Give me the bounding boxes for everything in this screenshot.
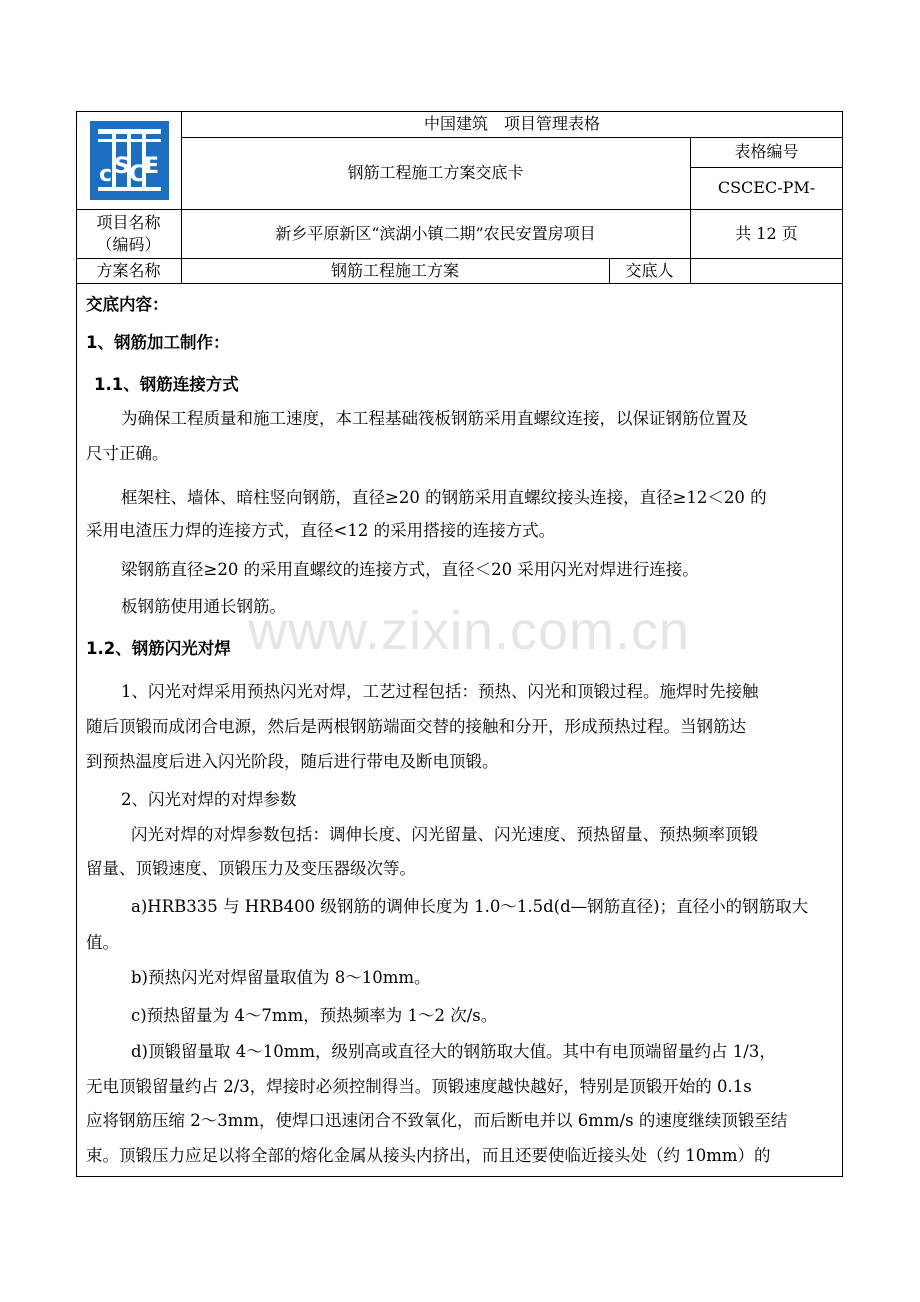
content-heading: 交底内容： <box>86 295 169 314</box>
form-title: 钢筋工程施工方案交底卡 <box>347 163 524 182</box>
paragraph-line: 梁钢筋直径≥20 的采用直螺纹的连接方式，直径＜20 采用闪光对焊进行连接。 <box>121 560 699 579</box>
svg-text:S: S <box>114 154 130 179</box>
briefer-value <box>690 258 843 283</box>
paragraph-line: 到预热温度后进入闪光阶段，随后进行带电及断电顶锻。 <box>86 752 499 771</box>
paragraph-line: a)HRB335 与 HRB400 级钢筋的调伸长度为 1.0～1.5d(d—钢筋直径)；直径小的钢筋取大 <box>131 897 809 916</box>
paragraph-line: 随后顶锻而成闭合电源，然后是两根钢筋端面交替的接触和分开，形成预热过程。当钢筋达 <box>86 717 746 736</box>
project-name: 新乡平原新区“滨湖小镇二期”农民安置房项目 <box>275 223 596 243</box>
svg-text:E: E <box>144 154 160 179</box>
project-label-line2: （编码） <box>96 234 161 254</box>
paragraph-line: 为确保工程质量和施工速度，本工程基础筏板钢筋采用直螺纹连接，以保证钢筋位置及 <box>121 409 748 428</box>
paragraph-line: 尺寸正确。 <box>86 444 169 463</box>
plan-name-label: 方案名称 <box>96 260 161 280</box>
page-count: 共 12 页 <box>735 223 798 243</box>
paragraph-line: 束。顶锻压力应足以将全部的熔化金属从接头内挤出，而且还要使临近接头处（约 10mm）的 <box>86 1146 771 1165</box>
watermark: www.zixin.com.cn <box>248 601 691 661</box>
form-number-label: 表格编号 <box>734 142 799 161</box>
svg-text:C: C <box>129 162 146 187</box>
paragraph-line: 值。 <box>86 933 119 952</box>
section-heading: 1、钢筋加工制作： <box>86 333 230 352</box>
paragraph-line: 1、闪光对焊采用预热闪光对焊，工艺过程包括：预热、闪光和顶锻过程。施焊时先接触 <box>121 682 759 701</box>
paragraph-line: 采用电渣压力焊的连接方式，直径<12 的采用搭接的连接方式。 <box>86 521 556 540</box>
subsection-heading: 1.2、钢筋闪光对焊 <box>86 639 231 658</box>
form-number-value: CSCEC-PM- <box>717 178 816 197</box>
paragraph-line: 留量、顶锻速度、顶锻压力及变压器级次等。 <box>86 859 416 878</box>
paragraph-line: 框架柱、墙体、暗柱竖向钢筋，直径≥20 的钢筋采用直螺纹接头连接，直径≥12＜20 的 <box>121 488 767 507</box>
paragraph-line: c)预热留量为 4～7mm，预热频率为 1～2 次/s。 <box>131 1006 498 1025</box>
briefer-label: 交底人 <box>625 260 674 280</box>
paragraph-line: 闪光对焊的对焊参数包括：调伸长度、闪光留量、闪光速度、预热留量、预热频率顶锻 <box>131 825 758 844</box>
paragraph-line: 板钢筋使用通长钢筋。 <box>121 597 286 616</box>
project-label-line1: 项目名称 <box>96 212 161 232</box>
svg-text:c: c <box>99 162 113 187</box>
paragraph-line: b)预热闪光对焊留量取值为 8～10mm。 <box>131 968 431 987</box>
cscec-logo <box>90 121 169 200</box>
subsection-heading: 1.1、钢筋连接方式 <box>94 375 239 394</box>
plan-name: 钢筋工程施工方案 <box>330 260 459 280</box>
paragraph-line: 2、闪光对焊的对焊参数 <box>121 790 297 809</box>
org-title: 中国建筑 项目管理表格 <box>423 114 600 133</box>
paragraph-line: 应将钢筋压缩 2～3mm，使焊口迅速闭合不致氧化，而后断电并以 6mm/s 的速度继续顶锻至结 <box>86 1111 788 1130</box>
divider <box>76 283 843 284</box>
paragraph-line: d)顶锻留量取 4～10mm，级别高或直径大的钢筋取大值。其中有电顶端留量约占 1/3， <box>131 1042 776 1061</box>
project-label <box>76 209 181 258</box>
paragraph-line: 无电顶锻留量约占 2/3，焊接时必须控制得当。顶锻速度越快越好，特别是顶锻开始的 0.1s <box>86 1077 752 1096</box>
